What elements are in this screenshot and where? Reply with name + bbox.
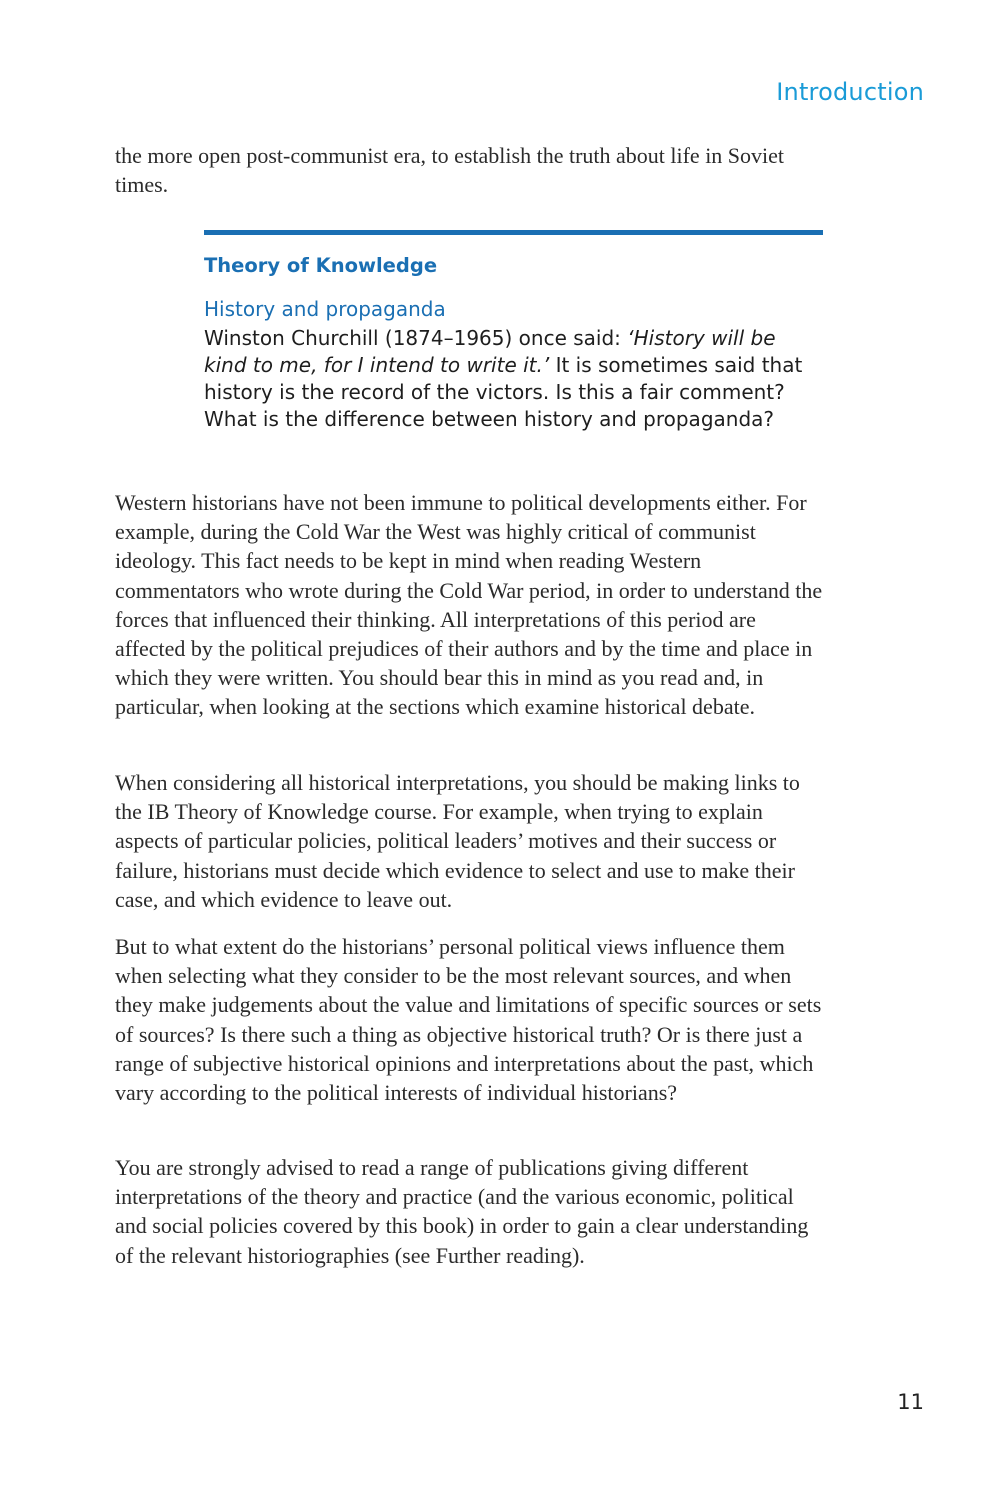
paragraph-continued: the more open post-communist era, to establish the truth about life in Soviet times. [115,143,785,198]
tok-body-intro: Winston Churchill (1874–1965) once said: [204,326,628,350]
paragraph-western-historians: Western historians have not been immune to political developments either. For example, during the Cold War the West was highly critical of communist ideology. This fact needs to be kept in mind when reading Western commentators who wrote during the Cold War period, in order to understand the forces that influenced their thinking. All interpretations of this period are affected by the political prejudices of their authors and by the time and place in which they were written. You should bear this in mind as you read and, in particular, when looking at the sections which examine historical debate. [115,490,823,720]
tok-box-title: Theory of Knowledge [204,254,438,277]
section-header: Introduction [776,78,924,106]
tok-box-subtitle: History and propaganda [204,297,446,321]
tok-box-body [204,325,823,433]
page-number: 11 [897,1390,924,1414]
tok-box [204,230,823,433]
paragraph-theory-of-knowledge-links: When considering all historical interpretations, you should be making links to the IB Theory of Knowledge course. For example, when trying to explain aspects of particular policies, political leaders’ motives and their success or failure, historians must decide which evidence to select and use to make their case, and which evidence to leave out. [115,770,800,912]
tok-body-quote: ‘History will be kind to me, for I intend to write it.’ [204,326,776,377]
paragraph-personal-views: But to what extent do the historians’ personal political views influence them when selecting what they consider to be the most relevant sources, and when they make judgements about the value and limitations of specific sources or sets of sources? Is there such a thing as objective historical truth? Or is there just a range of subjective historical opinions and interpretations about the past, which vary according to the political interests of individual historians? [115,934,822,1106]
tok-body-rest: It is sometimes said that history is the record of the victors. Is this a fair comment? What is the difference between history and propaganda? [204,353,803,431]
paragraph-further-reading: You are strongly advised to read a range of publications giving different interpretations of the theory and practice (and the various economic, political and social policies covered by this book) in order to gain a clear understanding of the relevant historiographies (see Further reading). [115,1155,809,1268]
